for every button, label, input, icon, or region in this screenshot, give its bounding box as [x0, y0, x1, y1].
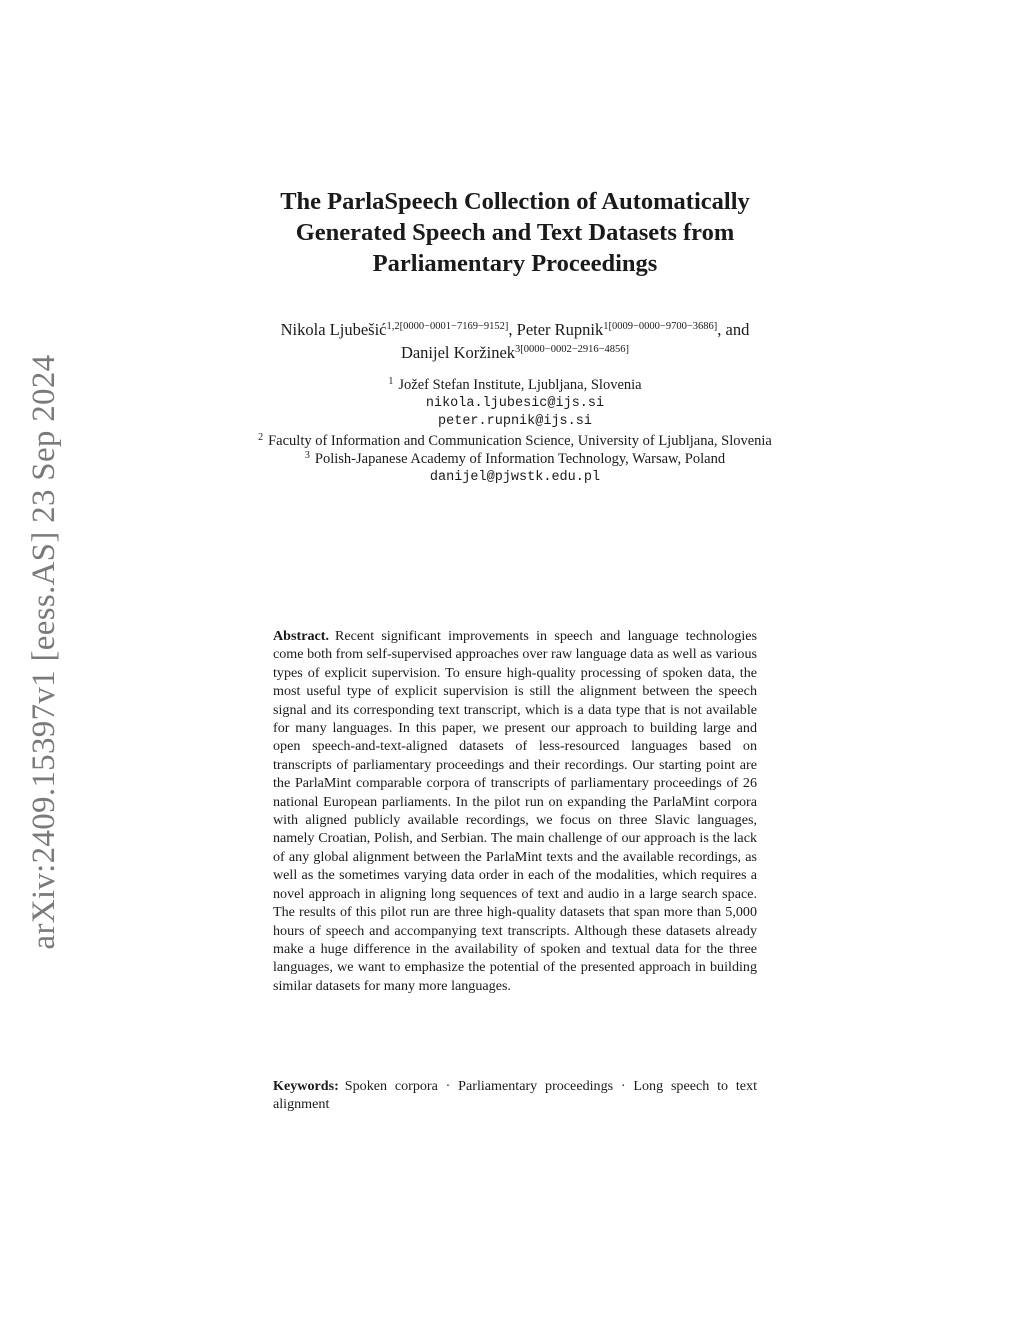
abstract-section	[273, 627, 757, 995]
author-separator: , and	[717, 320, 750, 339]
author-orcid: [0000−0002−2916−4856]	[520, 344, 630, 355]
affiliation-entry	[210, 376, 820, 432]
abstract-label: Abstract.	[273, 628, 329, 644]
keywords-label: Keywords:	[273, 1078, 339, 1094]
author-separator: ,	[508, 320, 517, 339]
keywords-text: Spoken corpora · Parliamentary proceedings · Long speech to text alignment	[273, 1078, 757, 1113]
affiliation-entry	[210, 432, 820, 451]
affiliation-name: Polish-Japanese Academy of Information Technology, Warsaw, Poland	[314, 451, 726, 467]
paper-title: The ParlaSpeech Collection of Automatically Generated Speech and Text Datasets from Parliamentary Proceedings	[280, 188, 750, 277]
author-email[interactable]: nikola.ljubesic@ijs.si	[425, 395, 605, 411]
affiliation-entry	[210, 450, 820, 487]
author-name: Nikola Ljubešić	[280, 320, 387, 339]
author-orcid: [0000−0001−7169−9152]	[399, 321, 509, 332]
affiliation-name: Jožef Stefan Institute, Ljubljana, Slovenia	[398, 377, 642, 393]
arxiv-identifier-stamp: arXiv:2409.15397v1 [eess.AS] 23 Sep 2024	[26, 354, 62, 950]
author-affiliation-marker: 1,2	[386, 321, 400, 332]
affiliation-number: 2	[258, 431, 264, 443]
author-affiliation-marker: 3	[515, 344, 521, 355]
affiliation-number: 3	[304, 450, 310, 461]
author-list	[200, 318, 830, 364]
author-affiliation-marker: 1	[603, 321, 609, 332]
affiliation-list	[210, 376, 820, 487]
keywords-section	[273, 1077, 757, 1114]
author-entry	[401, 343, 629, 362]
author-email[interactable]: danijel@pjwstk.edu.pl	[429, 469, 601, 485]
author-entry	[517, 320, 750, 339]
author-entry	[281, 320, 517, 339]
author-email[interactable]: peter.rupnik@ijs.si	[438, 414, 592, 429]
author-name: Danijel Koržinek	[400, 343, 516, 362]
abstract-text: Recent significant improvements in speech and language technologies come both from self-supervised approaches over raw language data as well as various types of explicit supervision. To ensure high-quality processing of spoken data, the most useful type of explicit supervision is still the alignment between the speech signal and its corresponding text transcript, which is a data type that is not available for many languages. In this paper, we present our approach to building large and open speech-and-text-aligned datasets of less-resourced languages based on transcripts of parliamentary proceedings and their recordings. Our starting point are the ParlaMint comparable corpora of transcripts of parliamentary proceedings of 26 national European parliaments. In the pilot run on expanding the ParlaMint corpora with aligned publicly available recordings, we focus on three Slavic languages, namely Croatian, Polish, and Serbian. The main challenge of our approach is the lack of any global alignment between the ParlaMint texts and the available recordings, as well as the sometimes varying data order in each of the modalities, which requires a novel approach in aligning long sequences of text and audio in a large search space. The results of this pilot run are three high-quality datasets that span more than 5,000 hours of speech and accompanying text transcripts. Although these datasets already make a huge difference in the availability of spoken and textual data for the three languages, we want to emphasize the potential of the presented approach in building similar datasets for many more languages.	[273, 628, 757, 994]
affiliation-number: 1	[388, 376, 394, 387]
author-orcid: [0009−0000−9700−3686]	[608, 321, 718, 332]
author-name: Peter Rupnik	[516, 320, 604, 339]
affiliation-name: Faculty of Information and Communication Science, University of Ljubljana, Slovenia	[268, 432, 772, 449]
